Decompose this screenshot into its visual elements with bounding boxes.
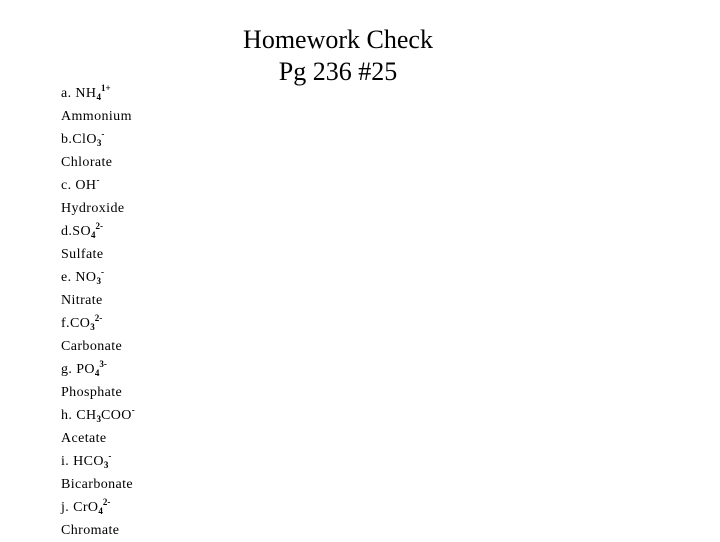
ion-formula-j: j. CrO$_4^{2-}$ <box>61 497 111 516</box>
ion-formula-h: h. $CH_3COO^-$ <box>61 405 135 424</box>
slide-title <box>218 24 458 88</box>
ion-name-e: Nitrate <box>61 293 103 308</box>
ion-formula-g: g. $PO_4^{3-}$ <box>61 359 107 378</box>
ion-formula-c: c. OH- <box>61 175 100 193</box>
ion-formula-a: a. $NH_4^{1+}$ <box>61 83 111 102</box>
ion-name-c: Hydroxide <box>61 201 125 216</box>
ion-formula-e: e. $NO_3^-$ <box>61 267 104 286</box>
ion-formula-f: $f.CO_3^{2-}$ <box>61 313 103 332</box>
ion-name-a: Ammonium <box>61 109 132 124</box>
ion-name-f: Carbonate <box>61 339 123 354</box>
ion-name-d: Sulfate <box>61 247 104 262</box>
ion-name-i: Bicarbonate <box>61 477 134 492</box>
ion-list <box>61 82 135 542</box>
ion-name-g: Phosphate <box>61 385 123 400</box>
title-line-1: Homework Check <box>243 25 433 54</box>
ion-formula-b: b.ClO$_3$- <box>61 129 105 148</box>
ion-name-b: Chlorate <box>61 155 113 170</box>
ion-formula-i: i. $HCO_3^-$ <box>61 451 112 470</box>
ion-name-h: Acetate <box>61 431 107 446</box>
title-line-2: Pg 236 #25 <box>278 57 398 86</box>
ion-name-j: Chromate <box>61 523 120 538</box>
ion-formula-d: $d.SO_4^{2-}$ <box>61 221 103 240</box>
